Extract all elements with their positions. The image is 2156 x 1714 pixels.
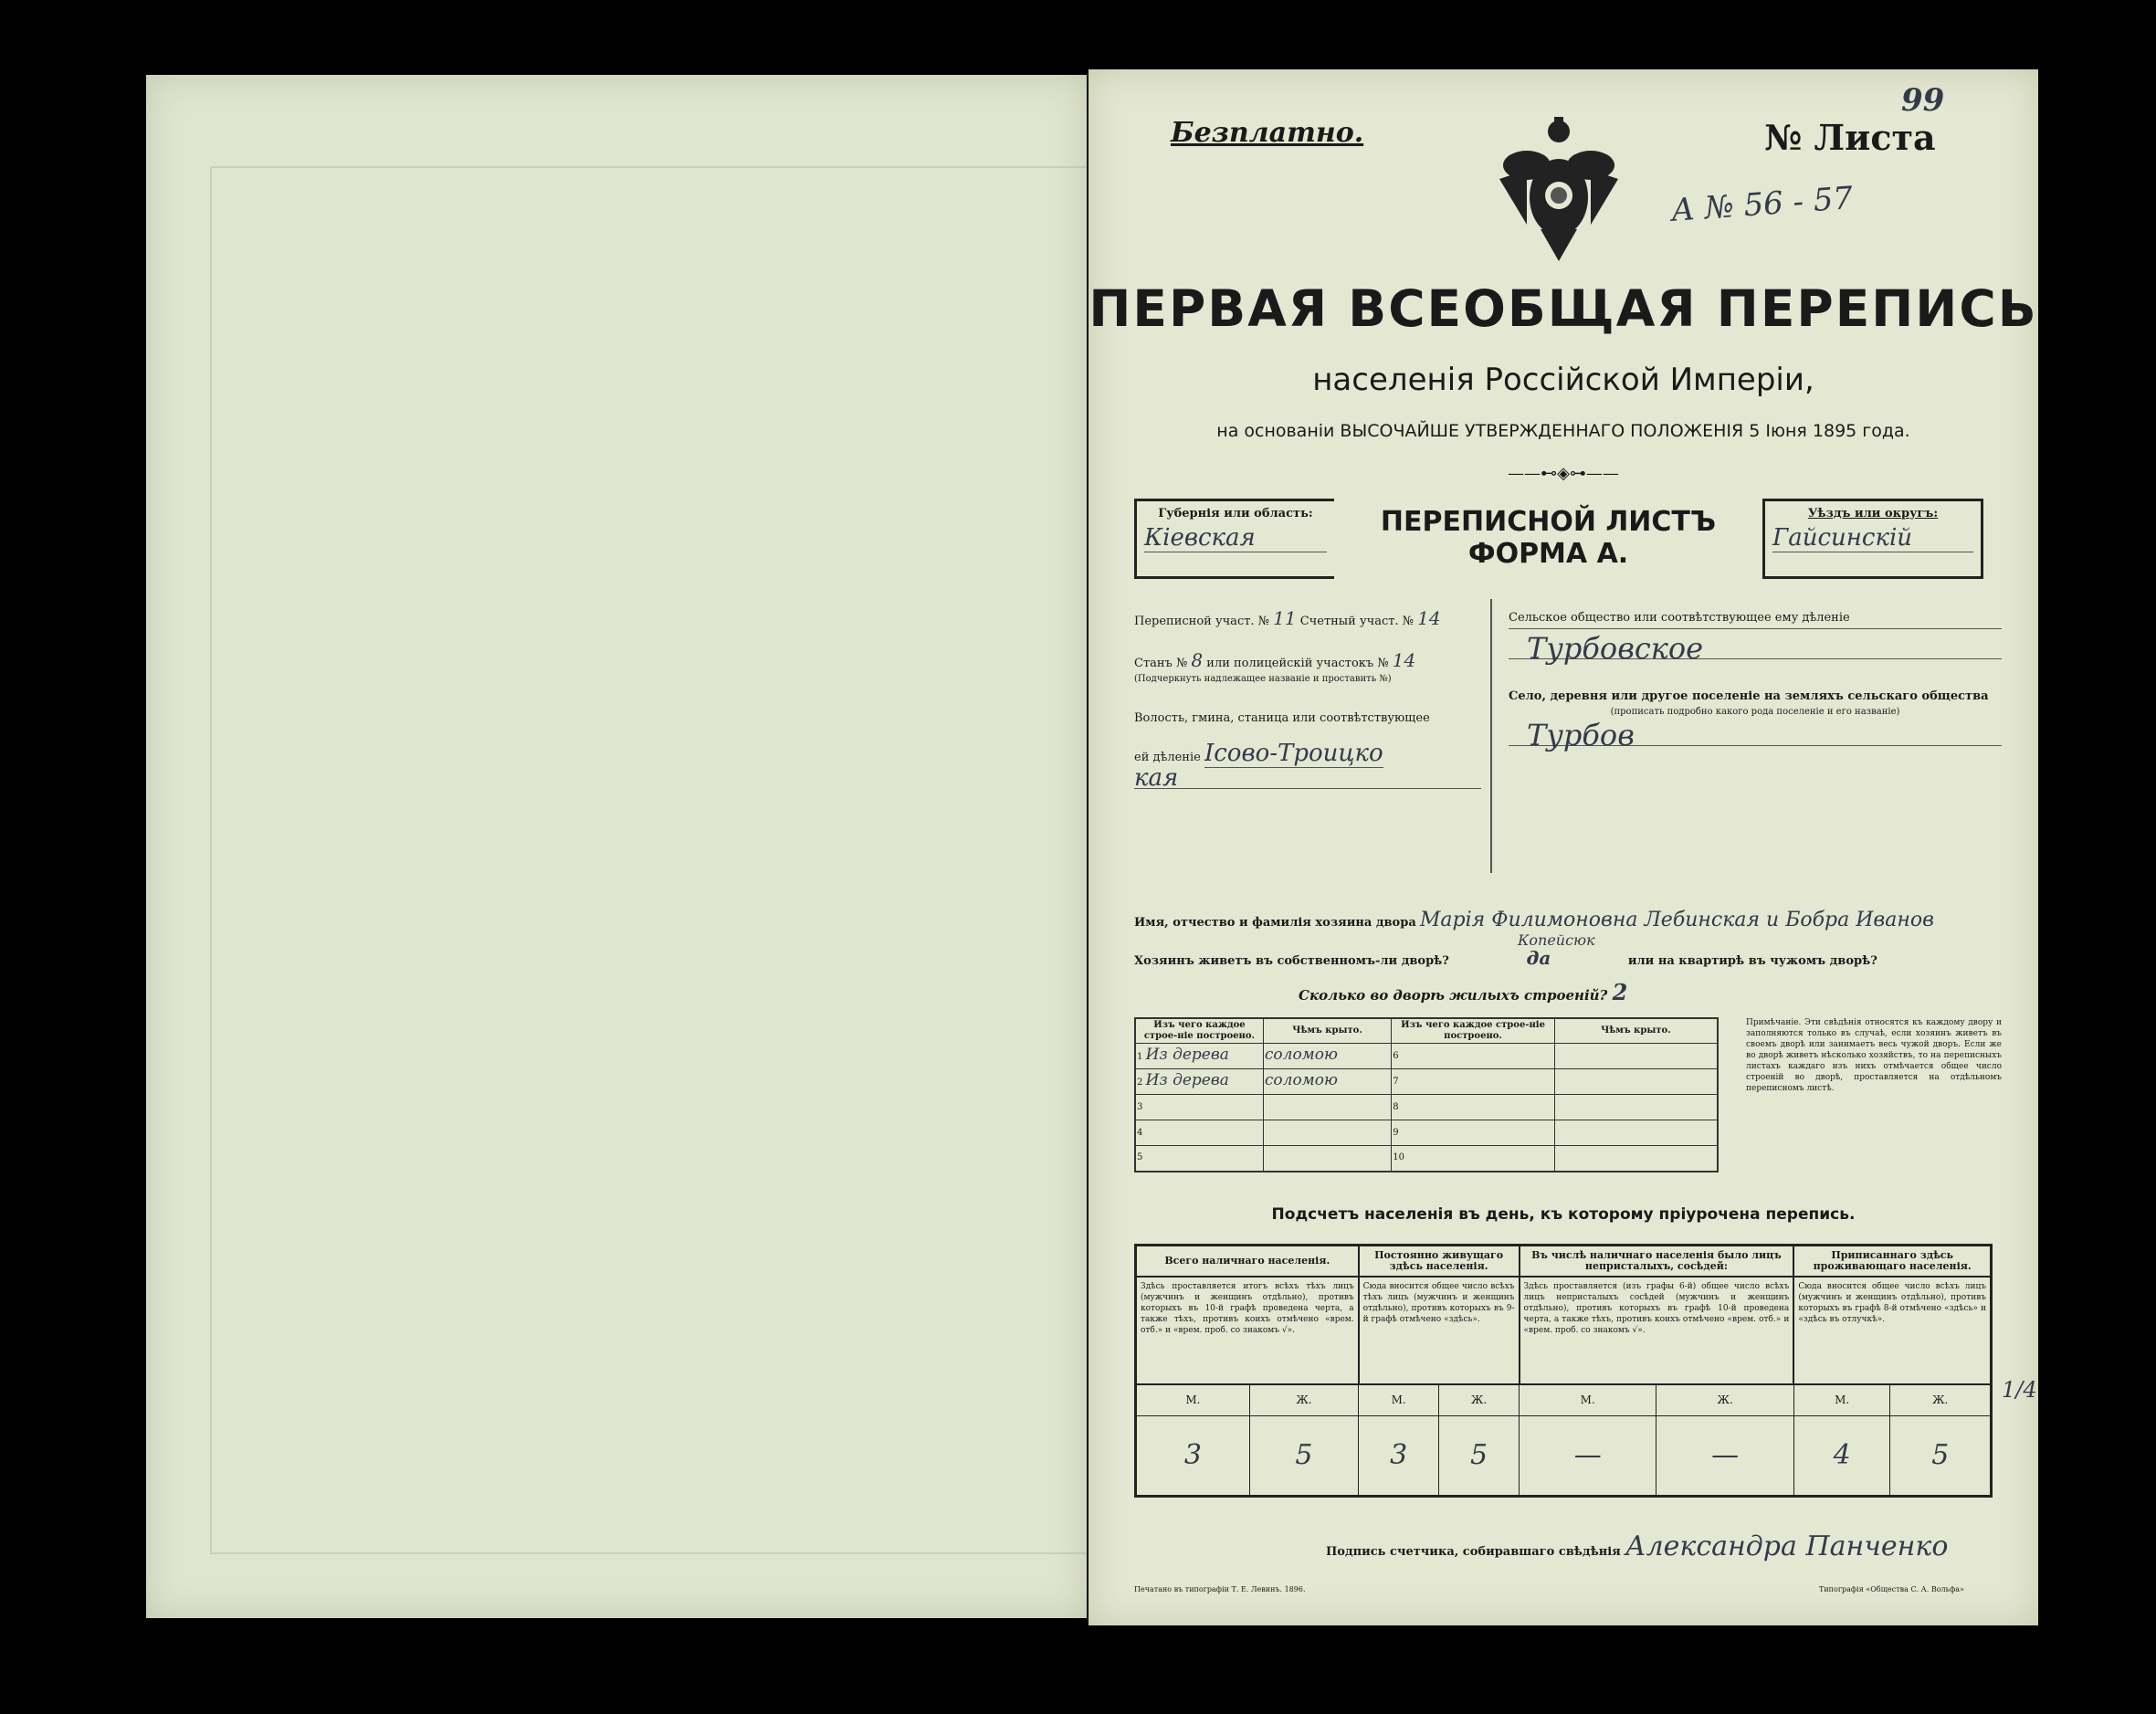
- form-title-line2: ФОРМА А.: [1467, 538, 1629, 570]
- census-basis-line: на основаніи ВЫСОЧАЙШЕ УТВЕРЖДЕННАГО ПОЛОЖЕНІЯ 5 Іюня 1895 года.: [1216, 421, 1910, 441]
- signature-line: [1326, 1530, 2029, 1562]
- summary-group-title: Постоянно живущаго здѣсь населенія.: [1359, 1246, 1520, 1278]
- summary-heading: Подсчетъ населенія въ день, къ которому пріурочена перепись.: [1271, 1205, 1856, 1224]
- owner-label: Имя, отчество и фамилія хозяина двора: [1134, 916, 1416, 930]
- form-title-line1: ПЕРЕПИСНОЙ ЛИСТЪ: [1380, 506, 1717, 538]
- selo-note: (прописать подробно какого рода поселеніе и его названіе): [1610, 707, 1900, 717]
- summary-group-title: Въ числѣ наличнаго населенія было лицъ непристалыхъ, сосѣдей:: [1520, 1246, 1794, 1278]
- female-header: Ж.: [1249, 1384, 1358, 1415]
- stan-value: 8: [1191, 649, 1204, 671]
- buildings-note: Примѣчаніе. Эти свѣдѣнія относятся къ каждому двору и заполняются только въ случаѣ, если хозяинъ живетъ въ своемъ дворѣ или занимаетъ весь чужой дворъ. Если же во дворѣ живетъ нѣсколько хозяйствъ, то на переписныхъ листахъ каждаго изъ нихъ отмѣчается общее число строеній во дворѣ, проставляется на отдѣльномъ переписномъ листѣ.: [1746, 1018, 2002, 1093]
- perepis-uchastok-label: Переписной участ. №: [1134, 615, 1269, 628]
- female-header: Ж.: [1656, 1384, 1793, 1415]
- female-count: —: [1656, 1415, 1793, 1496]
- volost-value-2: кая: [1134, 768, 1481, 789]
- table-row: [1135, 1120, 1718, 1146]
- imperial-eagle-emblem-icon: [1490, 115, 1627, 266]
- female-header: Ж.: [1439, 1384, 1520, 1415]
- margin-mark: 1/4: [2002, 1377, 2037, 1403]
- sheet-number-handwritten: 99: [1901, 82, 1945, 119]
- schetny-uchastok-label: Счетный участ. №: [1299, 615, 1414, 628]
- gubernia-value: Кiевская: [1144, 524, 1327, 552]
- lives-line: [1134, 947, 2011, 973]
- summary-group-title: Всего наличнаго населенія.: [1136, 1246, 1359, 1278]
- uchastok-line: [1134, 608, 1490, 632]
- ornament-divider: ——⊷◈⊶——: [1508, 464, 1619, 483]
- male-count: 3: [1136, 1415, 1250, 1496]
- selo-label: Село, деревня или другое поселеніе на земляхъ сельскаго общества: [1509, 689, 1989, 703]
- uezd-label: Уѣздъ или округъ:: [1807, 507, 1939, 521]
- summary-table: [1134, 1244, 1993, 1498]
- summary-group-desc: Здѣсь проставляется итогъ всѣхъ тѣхъ лицъ (мужчинъ и женщинъ отдѣльно), противъ которыхъ въ 10-й графѣ проведена черта, а также тѣхъ, противъ коихъ отмѣчено «врем. отб.» и «врем. проб. со знакомъ √».: [1136, 1277, 1359, 1384]
- buildings-col-roof: Чѣмъ крыто.: [1263, 1018, 1391, 1044]
- buildings-col-material: Изъ чего каждое строе-ніе построено.: [1135, 1018, 1263, 1044]
- male-count: —: [1520, 1415, 1656, 1496]
- form-header-box: [1134, 499, 1983, 579]
- buildings-col-roof-2: Чѣмъ крыто.: [1554, 1018, 1718, 1044]
- owner-value-2: Копейсюк: [1518, 931, 1595, 949]
- gubernia-label: Губернія или область:: [1158, 507, 1313, 521]
- building-roof: соломою: [1264, 1046, 1338, 1064]
- buildings-col-material-2: Изъ чего каждое строе-ніе построено.: [1392, 1018, 1555, 1044]
- table-row: [1135, 1069, 1718, 1095]
- male-header: М.: [1793, 1384, 1890, 1415]
- census-title: ПЕРВАЯ ВСЕОБЩАЯ ПЕРЕПИСЬ: [1089, 279, 2038, 338]
- schetny-uchastok-value: 14: [1417, 607, 1441, 629]
- row-number: 9: [1393, 1127, 1399, 1138]
- female-count: 5: [1249, 1415, 1358, 1496]
- police-value: 14: [1392, 649, 1416, 671]
- table-row: [1135, 1044, 1718, 1069]
- building-roof: соломою: [1264, 1071, 1338, 1089]
- table-row: [1135, 1146, 1718, 1172]
- printer-mark-left: Печатано въ типографіи Т. Е. Левинъ. 1896.: [1134, 1585, 1306, 1593]
- building-material: Из дерева: [1145, 1046, 1229, 1064]
- uezd-value: Гайсинскій: [1772, 524, 1973, 552]
- summary-group-title: Приписаннаго здѣсь проживающаго населенія.: [1793, 1246, 1991, 1278]
- owner-value: Марія Филимоновна Лебинская и Бобра Иванов: [1419, 909, 1934, 931]
- obshchestvo-label: Сельское общество или соотвѣтствующее ему дѣленіе: [1509, 608, 2002, 629]
- census-form-page: [1089, 69, 2038, 1625]
- police-label: или полицейскій участокъ №: [1206, 657, 1389, 670]
- owner-block: [1134, 910, 2011, 1006]
- left-page-frame-line: [210, 166, 1087, 1554]
- census-subtitle: населенія Россійской Имперіи,: [1312, 362, 1814, 398]
- buildings-value: 2: [1612, 979, 1628, 1005]
- row-number: 4: [1137, 1127, 1143, 1138]
- signature-label: Подпись счетчика, собиравшаго свѣдѣнія: [1326, 1545, 1621, 1559]
- summary-group-desc: Здѣсь проставляется (изъ графы 6-й) общее число всѣхъ лицъ непристалыхъ сосѣдей (мужчинъ и женщинъ отдѣльно), противъ которыхъ въ графѣ 10-й проведена черта, а также тѣхъ, противъ коихъ отмѣчено «врем. отб.» и «врем. проб. со знакомъ √».: [1520, 1277, 1794, 1384]
- male-count: 4: [1793, 1415, 1890, 1496]
- gubernia-cell: [1134, 499, 1334, 579]
- buildings-label: Сколько во дворѣ жилыхъ строеній?: [1299, 987, 1608, 1004]
- uezd-cell: [1762, 499, 1983, 579]
- male-header: М.: [1520, 1384, 1656, 1415]
- volost-label-2: ей дѣленіе: [1134, 751, 1201, 764]
- stan-line: [1134, 650, 1490, 674]
- buildings-table: [1134, 1017, 1719, 1172]
- row-number: 1: [1137, 1052, 1143, 1062]
- row-number: 2: [1137, 1078, 1143, 1088]
- stan-label: Станъ №: [1134, 657, 1188, 670]
- row-number: 6: [1393, 1050, 1399, 1061]
- printer-mark-right: Типографія «Общества С. А. Вольфа»: [1819, 1585, 1964, 1593]
- male-count: 3: [1359, 1415, 1439, 1496]
- field-divider: [1490, 599, 1492, 873]
- row-number: 7: [1393, 1076, 1399, 1087]
- table-row: [1135, 1095, 1718, 1120]
- archive-reference-handwritten: А № 56 - 57: [1669, 180, 1855, 229]
- left-page-blank: [146, 75, 1087, 1618]
- lives-value: да: [1526, 947, 1551, 969]
- signature-value: Александра Панченко: [1625, 1530, 1949, 1562]
- male-header: М.: [1359, 1384, 1439, 1415]
- rent-label: или на квартирѣ въ чужомъ дворѣ?: [1627, 954, 1877, 968]
- row-number: 5: [1137, 1152, 1143, 1163]
- buildings-line: [1299, 979, 2011, 1006]
- volost-value: Ісово-Троицко: [1204, 740, 1383, 767]
- left-fields-column: [1134, 607, 1490, 792]
- form-title-cell: [1334, 499, 1762, 579]
- male-header: М.: [1136, 1384, 1250, 1415]
- volost-line: [1134, 740, 1490, 768]
- volost-label: Волость, гмина, станица или соотвѣтствующее: [1134, 711, 1430, 725]
- owner-line: [1134, 910, 2011, 934]
- sheet-label: № Листа: [1764, 117, 1936, 158]
- female-count: 5: [1439, 1415, 1520, 1496]
- female-header: Ж.: [1890, 1384, 1992, 1415]
- row-number: 3: [1137, 1101, 1143, 1112]
- stan-note: (Подчеркнуть надлежащее названіе и проставить №): [1134, 674, 1392, 684]
- selo-value: Турбов: [1509, 725, 2002, 746]
- summary-group-desc: Сюда вносится общее число всѣхъ лицъ (мужчинъ и женщинъ отдѣльно), противъ которыхъ въ графѣ 8-й отмѣчено «здѣсь» и «здѣсь въ отлучкѣ».: [1793, 1277, 1991, 1384]
- lives-label: Хозяинъ живетъ въ собственномъ-ли дворѣ?: [1134, 954, 1449, 968]
- summary-group-desc: Сюда вносится общее число всѣхъ тѣхъ лицъ (мужчинъ и женщинъ отдѣльно), противъ которыхъ въ 9-й графѣ отмѣчено «здѣсь».: [1359, 1277, 1520, 1384]
- obshchestvo-value: Турбовское: [1509, 638, 2002, 659]
- building-material: Из дерева: [1145, 1071, 1229, 1089]
- female-count: 5: [1890, 1415, 1992, 1496]
- row-number: 10: [1393, 1152, 1404, 1163]
- right-fields-column: [1509, 608, 2002, 752]
- perepis-uchastok-value: 11: [1273, 607, 1297, 629]
- sheet-number-field: [1764, 82, 1945, 158]
- row-number: 8: [1393, 1101, 1399, 1112]
- free-label: Безплатно.: [1171, 117, 1364, 149]
